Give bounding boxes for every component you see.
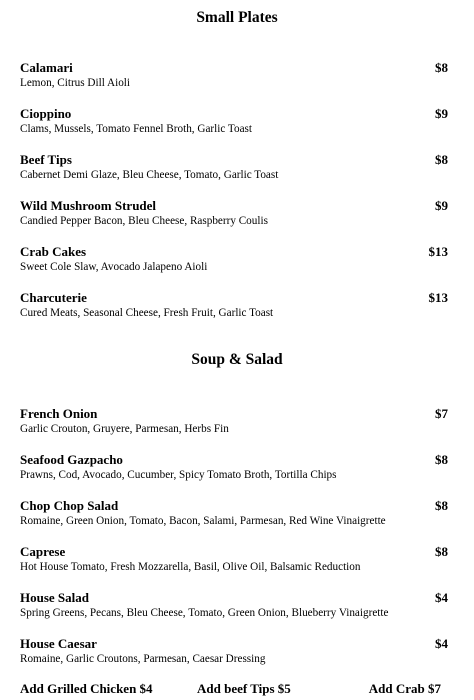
menu-item-french-onion xyxy=(20,405,448,436)
item-description: Romaine, Garlic Croutons, Parmesan, Caesar Dressing xyxy=(20,653,266,665)
item-price: $13 xyxy=(428,244,448,259)
item-name: Calamari xyxy=(20,60,73,75)
item-price: $8 xyxy=(435,60,448,75)
addons-row xyxy=(20,680,441,698)
item-name: French Onion xyxy=(20,406,98,421)
item-price: $8 xyxy=(435,452,448,467)
item-price: $4 xyxy=(435,636,448,651)
item-description: Lemon, Citrus Dill Aioli xyxy=(20,77,131,89)
item-name: House Salad xyxy=(20,590,89,605)
item-price: $8 xyxy=(435,152,448,167)
item-price: $13 xyxy=(428,290,448,305)
addon-crab: Add Crab $7 xyxy=(368,681,441,696)
item-name: House Caesar xyxy=(20,636,97,651)
menu-item-crab-cakes xyxy=(20,243,448,274)
item-description: Prawns, Cod, Avocado, Cucumber, Spicy Tomato Broth, Tortilla Chips xyxy=(20,469,337,481)
item-price: $4 xyxy=(435,590,448,605)
menu-item-cioppino xyxy=(20,105,448,136)
menu-item-beef-tips xyxy=(20,151,448,182)
item-price: $8 xyxy=(435,498,448,513)
addon-beef-tips: Add beef Tips $5 xyxy=(197,681,291,696)
menu-item-seafood-gazpacho xyxy=(20,451,448,482)
menu-item-calamari xyxy=(20,59,448,90)
item-description: Cabernet Demi Glaze, Bleu Cheese, Tomato, Garlic Toast xyxy=(20,169,279,181)
item-price: $9 xyxy=(435,198,448,213)
section-title-small-plates: Small Plates xyxy=(196,9,278,26)
item-description: Cured Meats, Seasonal Cheese, Fresh Fruit, Garlic Toast xyxy=(20,307,274,319)
menu-item-charcuterie xyxy=(20,289,448,320)
item-description: Sweet Cole Slaw, Avocado Jalapeno Aioli xyxy=(20,261,208,273)
item-name: Chop Chop Salad xyxy=(20,498,119,513)
item-price: $9 xyxy=(435,106,448,121)
item-name: Wild Mushroom Strudel xyxy=(20,198,157,213)
menu-item-chop-chop-salad xyxy=(20,497,448,528)
item-description: Romaine, Green Onion, Tomato, Bacon, Salami, Parmesan, Red Wine Vinaigrette xyxy=(20,515,386,527)
menu-item-house-caesar xyxy=(20,635,448,666)
item-description: Hot House Tomato, Fresh Mozzarella, Basil, Olive Oil, Balsamic Reduction xyxy=(20,561,361,573)
item-name: Charcuterie xyxy=(20,290,87,305)
item-name: Crab Cakes xyxy=(20,244,87,259)
item-name: Beef Tips xyxy=(20,152,72,167)
item-description: Spring Greens, Pecans, Bleu Cheese, Tomato, Green Onion, Blueberry Vinaigrette xyxy=(20,607,389,619)
item-description: Candied Pepper Bacon, Bleu Cheese, Raspberry Coulis xyxy=(20,215,268,227)
item-description: Clams, Mussels, Tomato Fennel Broth, Garlic Toast xyxy=(20,123,253,135)
section-title-soup-salad: Soup & Salad xyxy=(191,351,283,368)
item-name: Cioppino xyxy=(20,106,72,121)
addon-grilled-chicken: Add Grilled Chicken $4 xyxy=(20,681,153,696)
item-price: $8 xyxy=(435,544,448,559)
item-name: Caprese xyxy=(20,544,66,559)
item-price: $7 xyxy=(435,406,448,421)
menu-item-house-salad xyxy=(20,589,448,620)
item-description: Garlic Crouton, Gruyere, Parmesan, Herbs Fin xyxy=(20,423,229,435)
item-name: Seafood Gazpacho xyxy=(20,452,123,467)
menu-item-wild-mushroom-strudel xyxy=(20,197,448,228)
menu-item-caprese xyxy=(20,543,448,574)
